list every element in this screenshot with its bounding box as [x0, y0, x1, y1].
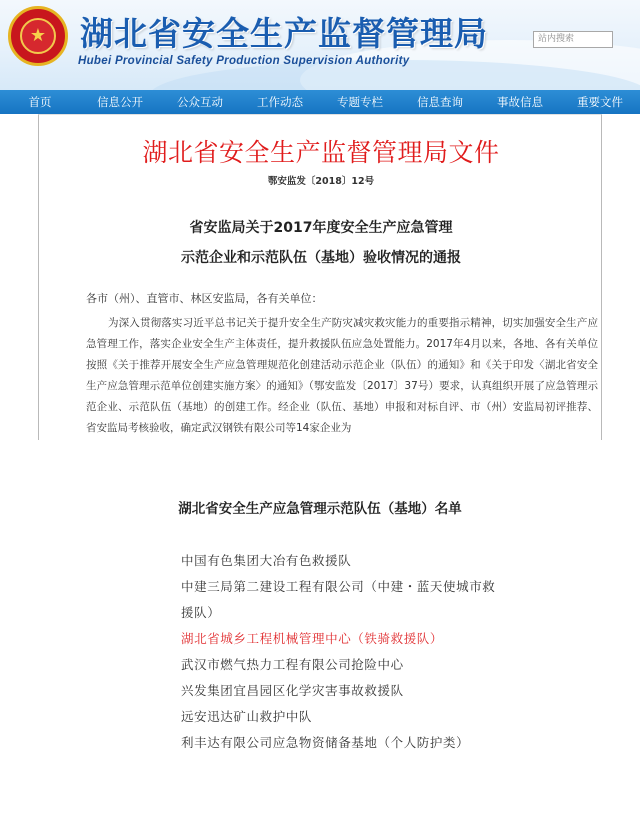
list-item: 中国有色集团大冶有色救援队 [181, 553, 352, 568]
search-input[interactable]: 站内搜索 [533, 31, 613, 48]
site-title[interactable]: 湖北省安全生产监督管理局 [80, 14, 488, 53]
salutation: 各市（州）、直管市、林区安监局，各有关单位： [86, 292, 323, 305]
nav-item-accident-info[interactable]: 事故信息 [497, 95, 543, 109]
list-item: 援队） [181, 605, 221, 620]
body-paragraph: 为深入贯彻落实习近平总书记关于提升安全生产防灾减灾救灾能力的重要指示精神，切实加强安全生产应急管理工作，落实企业安全生产主体责任，提升救援队伍应急处置能力。2017年4月以来，各地、各有关单位按照《关于推荐开展安全生产应急管理规范化创建活动示范企业（队伍）的通知》和《关于印发〈湖北省安全生产应急管理示范单位创建实施方案〉的通知》（鄂安监发〔2017〕37号）要求，认真组织开展了应急管理示范企业、示范队伍（基地）的创建工作。经企业（队伍、基地）申报和对标自评、市（州）安监局初评推荐、省安监局考核验收，确定武汉钢铁有限公司等14家企业为 [86, 317, 598, 434]
nav-item-public-interaction[interactable]: 公众互动 [177, 95, 223, 109]
notice-title-line2: 示范企业和示范队伍（基地）验收情况的通报 [181, 250, 461, 266]
list-item: 兴发集团宜昌园区化学灾害事故救援队 [181, 683, 404, 698]
nav-item-important-docs[interactable]: 重要文件 [577, 95, 623, 109]
list-title: 湖北省安全生产应急管理示范队伍（基地）名单 [178, 501, 462, 517]
article-content [38, 114, 602, 440]
national-emblem-icon [8, 6, 68, 66]
team-list [181, 548, 496, 756]
document-title: 湖北省安全生产监督管理局文件 [142, 138, 500, 167]
site-header [0, 0, 640, 90]
main-nav [0, 90, 640, 114]
nav-item-info-query[interactable]: 信息查询 [417, 95, 463, 109]
list-item: 远安迅达矿山救护中队 [181, 709, 313, 724]
list-item: 利丰达有限公司应急物资储备基地（个人防护类） [181, 735, 470, 750]
site-subtitle: Hubei Provincial Safety Production Supervision Authority [78, 55, 410, 67]
list-item: 中建三局第二建设工程有限公司（中建・蓝天使城市救 [181, 579, 496, 594]
document-number: 鄂安监发〔2018〕12号 [267, 176, 375, 187]
list-item: 武汉市燃气热力工程有限公司抢险中心 [181, 657, 404, 672]
list-item-highlighted: 湖北省城乡工程机械管理中心（铁骑救援队） [181, 631, 444, 646]
emblem-star-icon: ★ [20, 18, 56, 54]
nav-item-home[interactable]: 首页 [28, 95, 52, 109]
nav-item-info-disclosure[interactable]: 信息公开 [97, 95, 143, 109]
nav-item-special-topics[interactable]: 专题专栏 [337, 95, 383, 109]
notice-title-line1: 省安监局关于2017年度安全生产应急管理 [189, 220, 453, 236]
nav-item-work-news[interactable]: 工作动态 [257, 95, 303, 109]
